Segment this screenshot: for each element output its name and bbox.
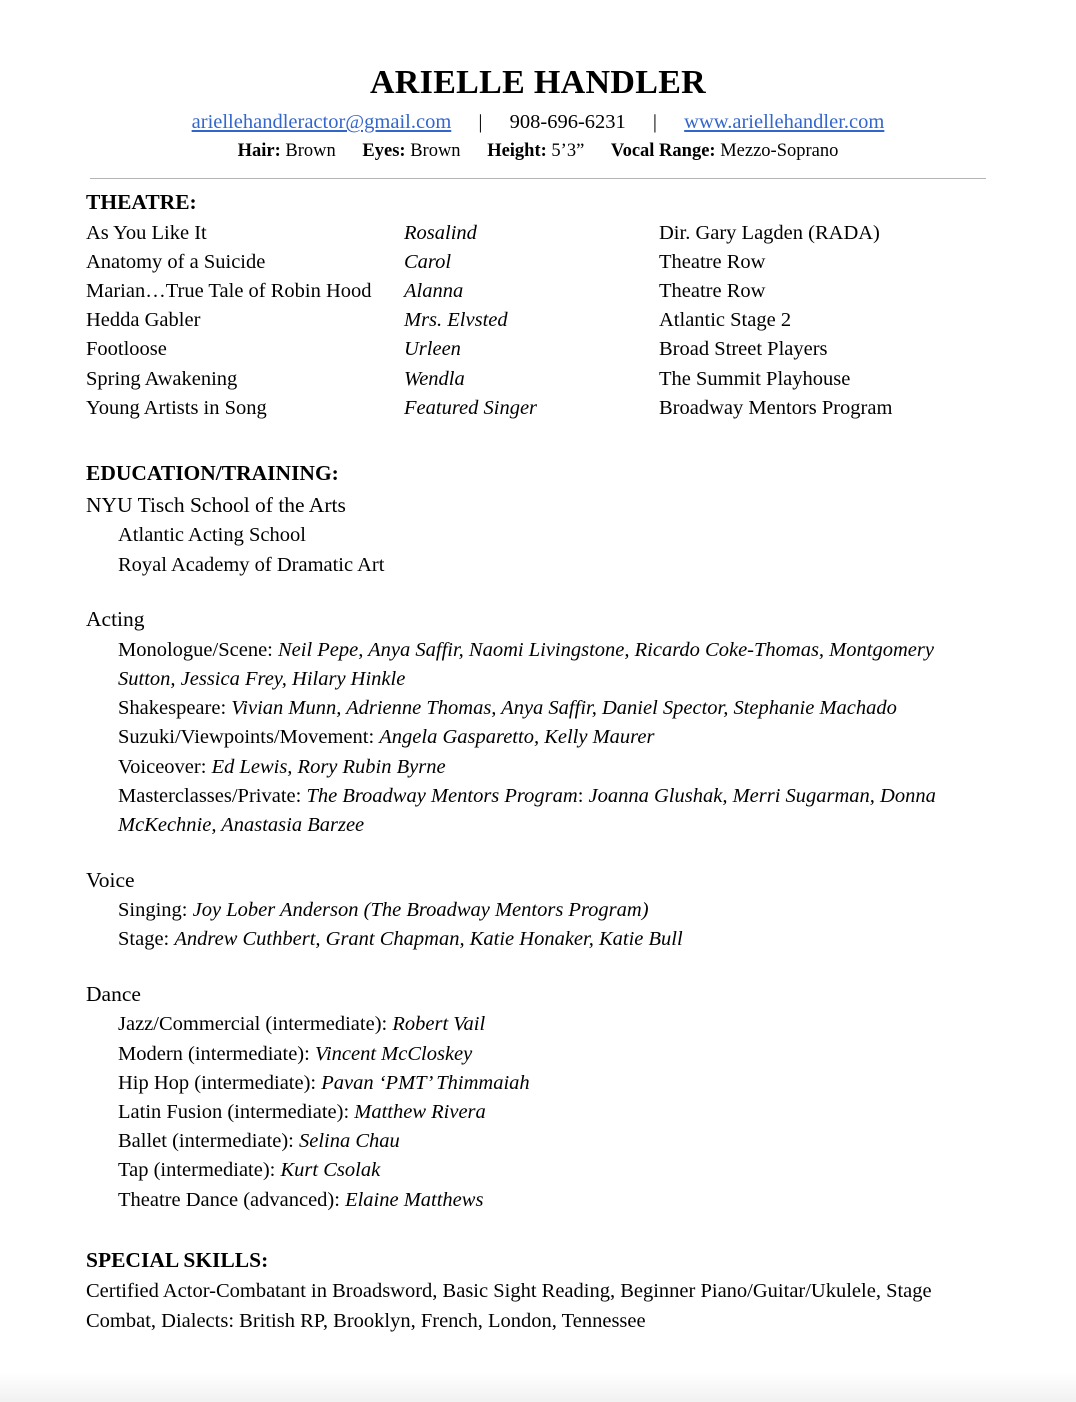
header-divider: [90, 178, 986, 179]
training-line-stage: Stage: Andrew Cuthbert, Grant Chapman, Katie Honaker, Katie Bull: [118, 928, 683, 950]
dance-line: Hip Hop (intermediate): Pavan ‘PMT’ Thimmaiah: [118, 1072, 530, 1094]
dance-line: Tap (intermediate): Kurt Csolak: [118, 1159, 381, 1181]
training-line-shakespeare: Shakespeare: Vivian Munn, Adrienne Thomas, Anya Saffir, Daniel Spector, Stephanie Machado: [118, 697, 897, 719]
stat-height: Height: 5’3”: [487, 141, 585, 161]
theatre-credit: [86, 368, 986, 397]
theatre-credit: [86, 222, 986, 251]
show-title: Anatomy of a Suicide: [86, 251, 266, 273]
contact-line: [0, 111, 1076, 134]
show-title: Footloose: [86, 338, 167, 360]
show-title: Marian…True Tale of Robin Hood: [86, 280, 372, 302]
dance-line: Ballet (intermediate): Selina Chau: [118, 1130, 400, 1152]
school-name: NYU Tisch School of the Arts: [86, 493, 346, 517]
separator: |: [652, 111, 658, 133]
physical-stats: [0, 141, 1076, 162]
studio-name: Atlantic Acting School: [118, 524, 306, 546]
show-title: Spring Awakening: [86, 368, 238, 390]
special-skills-text: Certified Actor-Combatant in Broadsword, Basic Sight Reading, Beginner Piano/Guitar/Ukulele, Stage Combat, Dialects: British RP, Brooklyn, French, London, Tennessee: [86, 1280, 932, 1332]
training-line-masterclasses: Masterclasses/Private: The Broadway Mentors Program: Joanna Glushak, Merri Sugarman, Donna: [118, 785, 936, 807]
training-line-monologue: Monologue/Scene: Neil Pepe, Anya Saffir, Naomi Livingstone, Ricardo Coke-Thomas, Montgomery: [118, 639, 934, 661]
resume-name: ARIELLE HANDLER: [369, 64, 707, 101]
show-title: As You Like It: [86, 222, 207, 244]
role-name: Wendla: [404, 368, 465, 390]
training-line-masterclasses-cont: McKechnie, Anastasia Barzee: [118, 814, 365, 836]
training-line-movement: Suzuki/Viewpoints/Movement: Angela Gasparetto, Kelly Maurer: [118, 726, 655, 748]
theatre-heading: THEATRE:: [86, 190, 197, 214]
phone-number: 908-696-6231: [509, 111, 626, 133]
theatre-credit: [86, 397, 986, 426]
dance-subheading: Dance: [86, 982, 141, 1006]
theatre-credit: [86, 338, 986, 367]
role-name: Featured Singer: [404, 397, 538, 419]
studio-name: Royal Academy of Dramatic Art: [118, 554, 385, 576]
training-line-singing: Singing: Joy Lober Anderson (The Broadway Mentors Program): [118, 899, 649, 921]
training-line-monologue-cont: Sutton, Jessica Frey, Hilary Hinkle: [118, 668, 406, 690]
special-skills-heading: SPECIAL SKILLS:: [86, 1248, 269, 1272]
email-link[interactable]: ariellehandleractor@gmail.com: [191, 111, 452, 133]
stat-hair: Hair: Brown: [237, 141, 336, 161]
venue-name: Dir. Gary Lagden (RADA): [659, 222, 880, 244]
stat-vocal-range: Vocal Range: Mezzo-Soprano: [610, 141, 839, 161]
education-heading: EDUCATION/TRAINING:: [86, 461, 339, 485]
role-name: Alanna: [404, 280, 464, 302]
venue-name: Broadway Mentors Program: [659, 397, 893, 419]
dance-line: Jazz/Commercial (intermediate): Robert Vail: [118, 1013, 486, 1035]
voice-subheading: Voice: [86, 868, 135, 892]
theatre-credit: [86, 251, 986, 280]
role-name: Mrs. Elvsted: [404, 309, 508, 331]
show-title: Young Artists in Song: [86, 397, 267, 419]
role-name: Rosalind: [404, 222, 477, 244]
training-line-voiceover: Voiceover: Ed Lewis, Rory Rubin Byrne: [118, 756, 446, 778]
acting-subheading: Acting: [86, 607, 145, 631]
venue-name: Broad Street Players: [659, 338, 828, 360]
website-link[interactable]: www.ariellehandler.com: [684, 111, 885, 133]
venue-name: Theatre Row: [659, 251, 766, 273]
venue-name: The Summit Playhouse: [659, 368, 851, 390]
page-bottom-shadow: [0, 1372, 1076, 1402]
dance-line: Theatre Dance (advanced): Elaine Matthews: [118, 1189, 484, 1211]
theatre-credit: [86, 309, 986, 338]
show-title: Hedda Gabler: [86, 309, 201, 331]
separator: |: [478, 111, 483, 133]
theatre-credit: [86, 280, 986, 309]
dance-line: Modern (intermediate): Vincent McCloskey: [118, 1043, 473, 1065]
venue-name: Theatre Row: [659, 280, 766, 302]
dance-line: Latin Fusion (intermediate): Matthew Rivera: [118, 1101, 486, 1123]
role-name: Carol: [404, 251, 452, 273]
role-name: Urleen: [404, 338, 461, 360]
venue-name: Atlantic Stage 2: [659, 309, 792, 331]
stat-eyes: Eyes: Brown: [362, 141, 461, 161]
